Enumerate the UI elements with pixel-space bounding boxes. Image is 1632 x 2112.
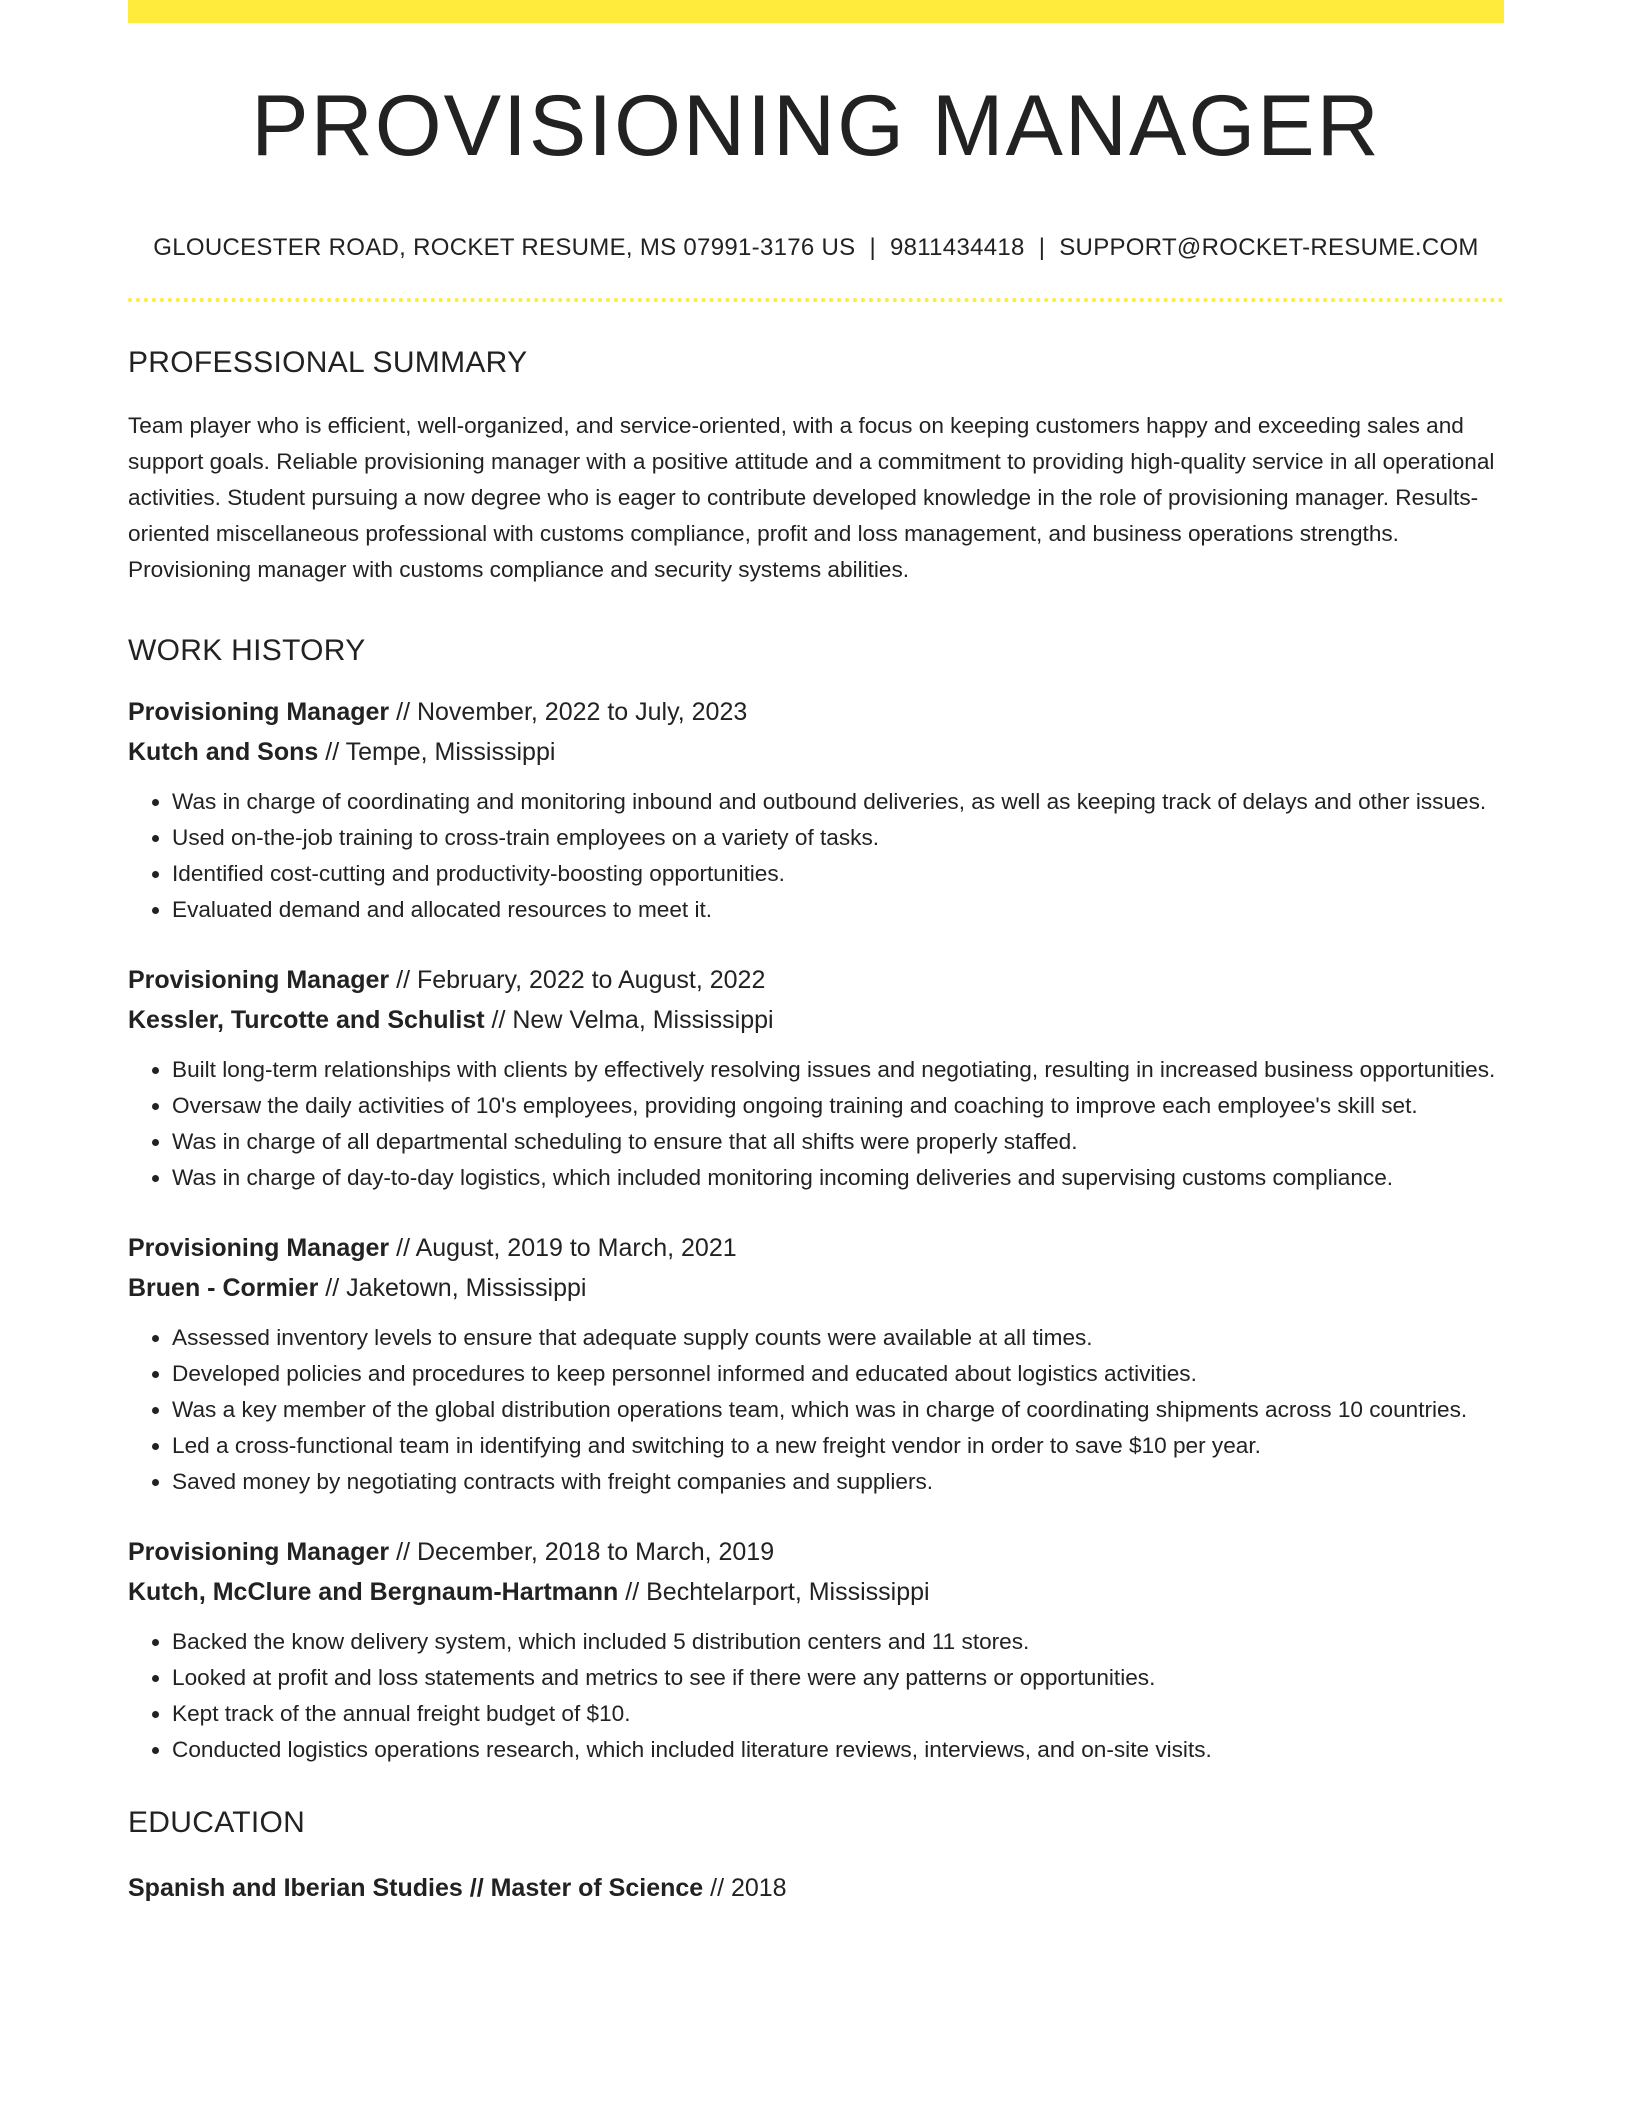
job-location: // Jaketown, Mississippi xyxy=(318,1274,587,1302)
job-location: // Bechtelarport, Mississippi xyxy=(618,1578,930,1606)
job-bullet: • Was in charge of coordinating and monitoring inbound and outbound deliveries, as well as keeping track of delays and other issues. xyxy=(172,784,1504,820)
job-bullet: • Oversaw the daily activities of 10's employees, providing ongoing training and coaching to improve each employee's skill set. xyxy=(172,1088,1504,1124)
contact-line xyxy=(128,234,1504,262)
dotted-divider xyxy=(128,298,1504,302)
job-location: // New Velma, Mississippi xyxy=(484,1006,774,1034)
contact-phone: 9811434418 xyxy=(890,234,1025,261)
job-title-line xyxy=(128,960,1504,1000)
job-bullet: • Conducted logistics operations research, which included literature reviews, interviews, and on-site visits. xyxy=(172,1732,1504,1768)
job-bullet: • Developed policies and procedures to keep personnel informed and educated about logistics activities. xyxy=(172,1356,1504,1392)
job-role: Provisioning Manager xyxy=(128,966,390,994)
job-role: Provisioning Manager xyxy=(128,1234,390,1262)
contact-address: GLOUCESTER ROAD, ROCKET RESUME, MS 07991-3176 US xyxy=(153,234,856,261)
job-bullet: • Used on-the-job training to cross-train employees on a variety of tasks. xyxy=(172,820,1504,856)
contact-separator: | xyxy=(1038,234,1046,261)
job-location: // Tempe, Mississippi xyxy=(318,738,556,766)
job-title-line xyxy=(128,692,1504,732)
summary-heading: PROFESSIONAL SUMMARY xyxy=(128,346,528,379)
job-bullet: • Was in charge of all departmental scheduling to ensure that all shifts were properly staffed. xyxy=(172,1124,1504,1160)
job-company: Kutch, McClure and Bergnaum-Hartmann xyxy=(128,1578,619,1606)
resume-page xyxy=(128,0,1504,1908)
job-company-line xyxy=(128,1268,1504,1308)
job-dates: // November, 2022 to July, 2023 xyxy=(389,698,748,726)
job-company-line xyxy=(128,1000,1504,1040)
job-bullets xyxy=(128,1624,1504,1768)
education-entry: Spanish and Iberian Studies // Master of Science // 2018 xyxy=(128,1874,787,1902)
job-entry xyxy=(128,960,1504,1196)
job-dates: // February, 2022 to August, 2022 xyxy=(389,966,766,994)
job-bullet: • Kept track of the annual freight budget of $10. xyxy=(172,1696,1504,1732)
job-entry xyxy=(128,1228,1504,1500)
job-bullet: • Backed the know delivery system, which included 5 distribution centers and 11 stores. xyxy=(172,1624,1504,1660)
job-bullet: • Identified cost-cutting and productivity-boosting opportunities. xyxy=(172,856,1504,892)
job-company: Bruen - Cormier xyxy=(128,1274,319,1302)
job-bullet: • Evaluated demand and allocated resources to meet it. xyxy=(172,892,1504,928)
job-role: Provisioning Manager xyxy=(128,698,390,726)
work-history-heading: WORK HISTORY xyxy=(128,634,366,667)
job-company: Kessler, Turcotte and Schulist xyxy=(128,1006,485,1034)
summary-text: Team player who is efficient, well-organized, and service-oriented, with a focus on keeping customers happy and exceeding sales and support goals. Reliable provisioning manager with a positive attitude and a commitment to providing high-quality service in all operational activities. Student pursuing a now degree who is eager to contribute developed knowledge in the role of provisioning manager. Results-oriented miscellaneous professional with customs compliance, profit and loss management, and business operations strengths. Provisioning manager with customs compliance and security systems abilities. xyxy=(128,413,1495,582)
job-bullet: • Looked at profit and loss statements and metrics to see if there were any patterns or opportunities. xyxy=(172,1660,1504,1696)
job-bullets xyxy=(128,1052,1504,1196)
job-title-line xyxy=(128,1532,1504,1572)
accent-bar xyxy=(128,0,1504,23)
job-entry xyxy=(128,1532,1504,1768)
contact-separator: | xyxy=(869,234,876,261)
job-bullets xyxy=(128,784,1504,928)
job-bullet: • Built long-term relationships with clients by effectively resolving issues and negotiating, resulting in increased business opportunities. xyxy=(172,1052,1504,1088)
education-field: Spanish and Iberian Studies xyxy=(128,1874,463,1902)
job-dates: // August, 2019 to March, 2021 xyxy=(389,1234,737,1262)
job-bullets xyxy=(128,1320,1504,1500)
resume-name: PROVISIONING MANAGER xyxy=(251,78,1381,174)
education-year: // 2018 xyxy=(703,1874,787,1902)
job-entry xyxy=(128,692,1504,928)
job-role: Provisioning Manager xyxy=(128,1538,390,1566)
job-bullet: • Led a cross-functional team in identifying and switching to a new freight vendor in order to save $10 per year. xyxy=(172,1428,1504,1464)
job-title-line xyxy=(128,1228,1504,1268)
education-heading: EDUCATION xyxy=(128,1806,306,1839)
job-bullet: • Was a key member of the global distribution operations team, which was in charge of coordinating shipments across 10 countries. xyxy=(172,1392,1504,1428)
job-dates: // December, 2018 to March, 2019 xyxy=(389,1538,775,1566)
job-bullet: • Assessed inventory levels to ensure that adequate supply counts were available at all times. xyxy=(172,1320,1504,1356)
education-degree: Master of Science xyxy=(490,1874,704,1902)
job-company-line xyxy=(128,1572,1504,1612)
job-company: Kutch and Sons xyxy=(128,738,319,766)
job-bullet: • Saved money by negotiating contracts with freight companies and suppliers. xyxy=(172,1464,1504,1500)
contact-email: SUPPORT@ROCKET-RESUME.COM xyxy=(1059,234,1479,261)
job-bullet: • Was in charge of day-to-day logistics, which included monitoring incoming deliveries and supervising customs compliance. xyxy=(172,1160,1504,1196)
job-company-line xyxy=(128,732,1504,772)
